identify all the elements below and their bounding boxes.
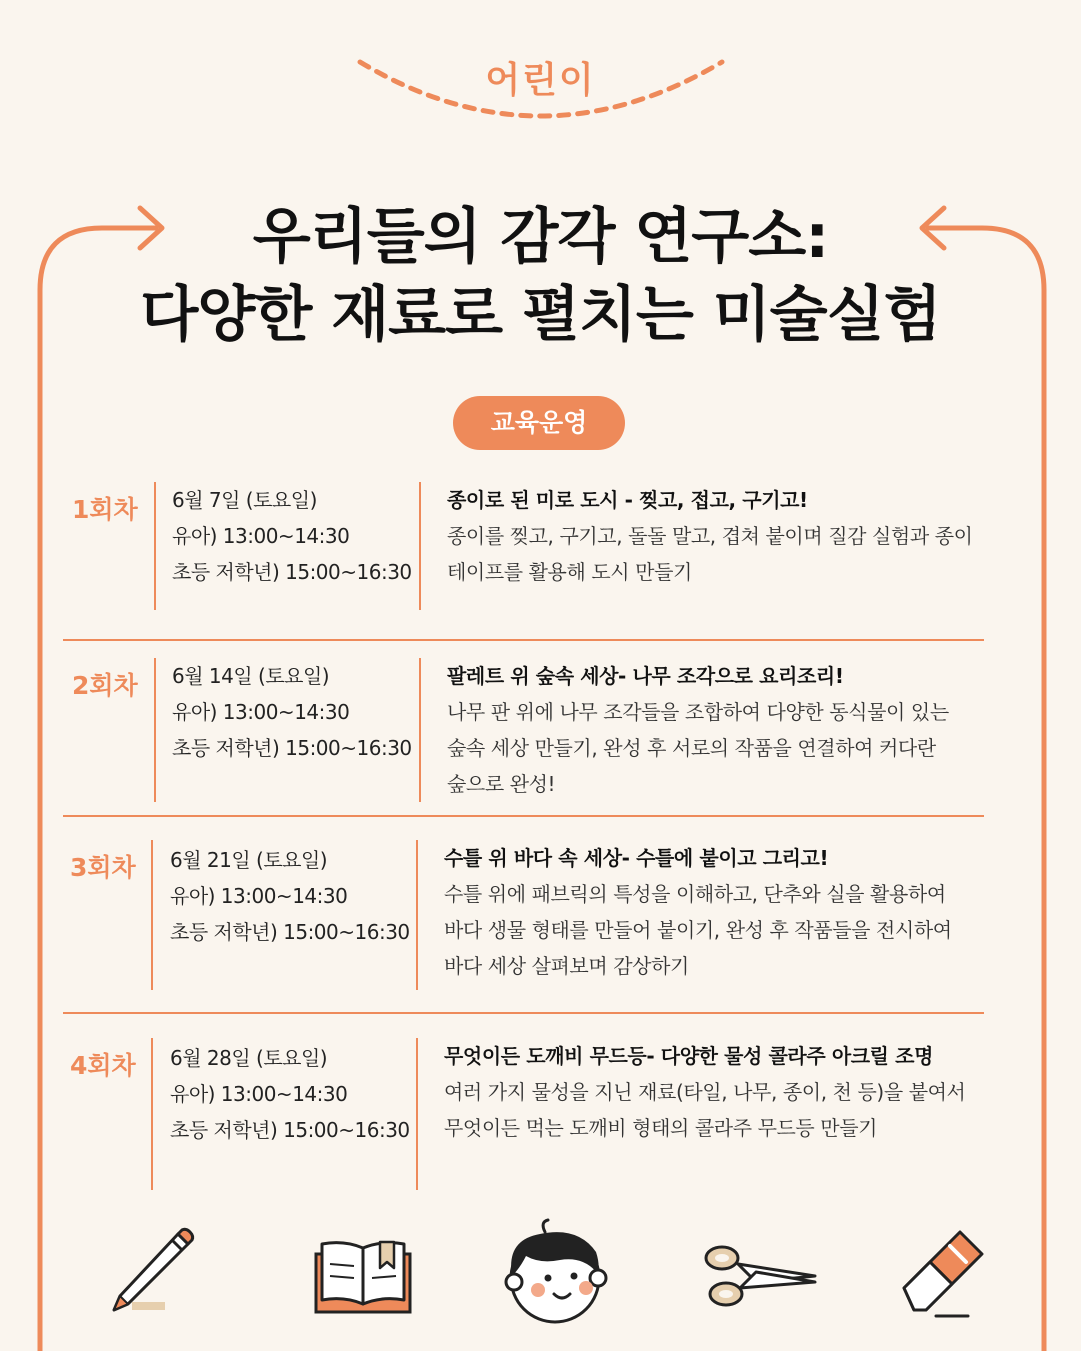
session-desc-line: 수틀 위에 패브릭의 특성을 이해하고, 단추와 실을 활용하여 [444,882,946,906]
session-date: 6월 14일 (토요일) [172,664,330,688]
session-time-kids: 유아) 13:00~14:30 [172,700,350,724]
session-desc-line: 여러 가지 물성을 지닌 재료(타일, 나무, 종이, 천 등)을 붙여서 [444,1080,966,1104]
title-line-1: 우리들의 감각 연구소: [252,202,829,272]
session-description [444,840,1024,984]
session-separator [63,815,984,817]
session-date: 6월 21일 (토요일) [170,848,328,872]
session-desc-line: 바다 생물 형태를 만들어 붙이기, 완성 후 작품들을 전시하여 [444,918,952,942]
divider [151,840,153,990]
pencil-icon [114,1229,193,1310]
session-separator [63,1012,984,1014]
session-heading: 무엇이든 도깨비 무드등- 다양한 물성 콜라주 아크릴 조명 [444,1044,934,1068]
book-icon [316,1242,410,1312]
divider [151,1038,153,1190]
session-desc-line: 테이프를 활용해 도시 만들기 [447,560,692,584]
divider [419,658,421,802]
session-desc-line: 나무 판 위에 나무 조각들을 조합하여 다양한 동식물이 있는 [447,700,949,724]
divider [416,1038,418,1190]
session-schedule [170,1040,410,1148]
session-time-elementary: 초등 저학년) 15:00~16:30 [170,1118,410,1142]
session-schedule [172,658,412,766]
session-label: 2회차 [72,671,138,700]
session-label: 4회차 [70,1051,136,1080]
session-heading: 종이로 된 미로 도시 - 찢고, 접고, 구기고! [447,488,808,512]
scissors-icon [706,1247,815,1305]
session-schedule [170,842,410,950]
session-label: 1회차 [72,495,138,524]
divider [416,840,418,990]
title-line-2: 다양한 재료로 펼치는 미술실험 [140,280,941,350]
session-description [444,1038,1024,1146]
session-desc-line: 바다 세상 살펴보며 감상하기 [444,954,689,978]
session-time-kids: 유아) 13:00~14:30 [170,1082,348,1106]
session-desc-line: 숲으로 완성! [447,772,556,796]
session-label: 3회차 [70,853,136,882]
session-separator [63,639,984,641]
session-time-kids: 유아) 13:00~14:30 [170,884,348,908]
session-description [447,482,1027,590]
session-description [447,658,1027,802]
session-schedule [172,482,412,590]
category-label: 어린이 [485,60,596,101]
session-desc-line: 숲속 세상 만들기, 완성 후 서로의 작품을 연결하여 커다란 [447,736,936,760]
page-title [0,198,1081,354]
session-heading: 팔레트 위 숲속 세상- 나무 조각으로 요리조리! [447,664,844,688]
divider [419,482,421,610]
session-date: 6월 7일 (토요일) [172,488,317,512]
eraser-icon [904,1232,982,1316]
session-time-elementary: 초등 저학년) 15:00~16:30 [172,560,412,584]
session-desc-line: 종이를 찢고, 구기고, 돌돌 말고, 겹쳐 붙이며 질감 실험과 종이 [447,524,973,548]
session-desc-line: 무엇이든 먹는 도깨비 형태의 콜라주 무드등 만들기 [444,1116,878,1140]
session-heading: 수틀 위 바다 속 세상- 수틀에 붙이고 그리고! [444,846,829,870]
divider [154,658,156,802]
icon-row [0,1216,1081,1336]
child-face-icon [506,1220,606,1322]
session-time-elementary: 초등 저학년) 15:00~16:30 [172,736,412,760]
operation-badge: 교육운영 [453,396,625,450]
session-time-elementary: 초등 저학년) 15:00~16:30 [170,920,410,944]
session-time-kids: 유아) 13:00~14:30 [172,524,350,548]
divider [154,482,156,610]
session-date: 6월 28일 (토요일) [170,1046,328,1070]
